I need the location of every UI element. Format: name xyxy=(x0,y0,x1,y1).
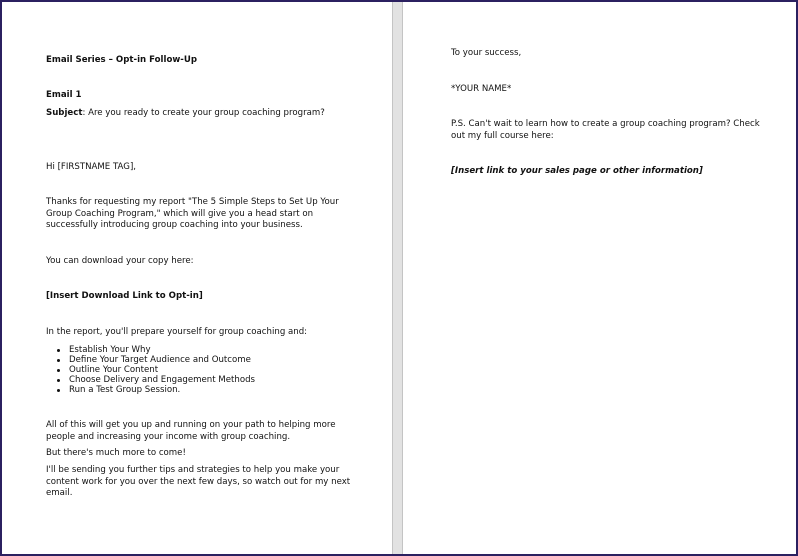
tips-line-2: content work for you over the next few days, so watch out for my next xyxy=(46,476,351,487)
subject-label: Subject xyxy=(46,108,83,118)
bullet-icon xyxy=(57,369,60,372)
subject-text: : Are you ready to create your group coaching program? xyxy=(82,108,325,118)
ps-line-1: P.S. Can't wait to learn how to create a group coaching program? Check xyxy=(451,119,760,129)
list-item: Choose Delivery and Engagement Methods xyxy=(53,375,255,385)
list-item: Run a Test Group Session. xyxy=(53,385,255,395)
email-heading: Email 1 xyxy=(46,90,82,100)
thanks-line-1: Thanks for requesting my report "The 5 Simple Steps to Set Up Your xyxy=(46,197,339,207)
your-name-placeholder: *YOUR NAME* xyxy=(451,84,512,94)
path-line-1: All of this will get you up and running on your path to helping more xyxy=(46,420,336,430)
ps-line-2: out my full course here: xyxy=(451,130,554,141)
page-left xyxy=(2,2,393,554)
report-intro: In the report, you'll prepare yourself for group coaching and: xyxy=(46,327,308,337)
download-text: You can download your copy here: xyxy=(46,256,194,266)
tips-line-3: email. xyxy=(46,488,73,498)
report-steps-list xyxy=(53,345,255,395)
greeting: Hi [FIRSTNAME TAG], xyxy=(46,162,137,172)
more-text: But there's much more to come! xyxy=(46,448,186,458)
list-item: Outline Your Content xyxy=(53,365,255,375)
page-gutter xyxy=(393,2,403,554)
list-item: Define Your Target Audience and Outcome xyxy=(53,355,255,365)
tips-line-1: I'll be sending you further tips and strategies to help you make your xyxy=(46,465,340,475)
thanks-line-3: successfully introducing group coaching into your business. xyxy=(46,220,303,230)
list-item: Establish Your Why xyxy=(53,345,255,355)
subject-line xyxy=(46,108,325,120)
download-link-placeholder: [Insert Download Link to Opt-in] xyxy=(46,291,203,301)
sales-link-placeholder: [Insert link to your sales page or other information] xyxy=(451,166,703,176)
bullet-icon xyxy=(57,389,60,392)
bullet-icon xyxy=(57,359,60,362)
bullet-icon xyxy=(57,349,60,352)
signoff: To your success, xyxy=(451,48,522,58)
page-right xyxy=(403,2,796,554)
document-title: Email Series – Opt-in Follow-Up xyxy=(46,55,197,65)
path-line-2: people and increasing your income with group coaching. xyxy=(46,431,291,442)
thanks-line-2: Group Coaching Program," which will give you a head start on xyxy=(46,208,314,219)
bullet-icon xyxy=(57,379,60,382)
